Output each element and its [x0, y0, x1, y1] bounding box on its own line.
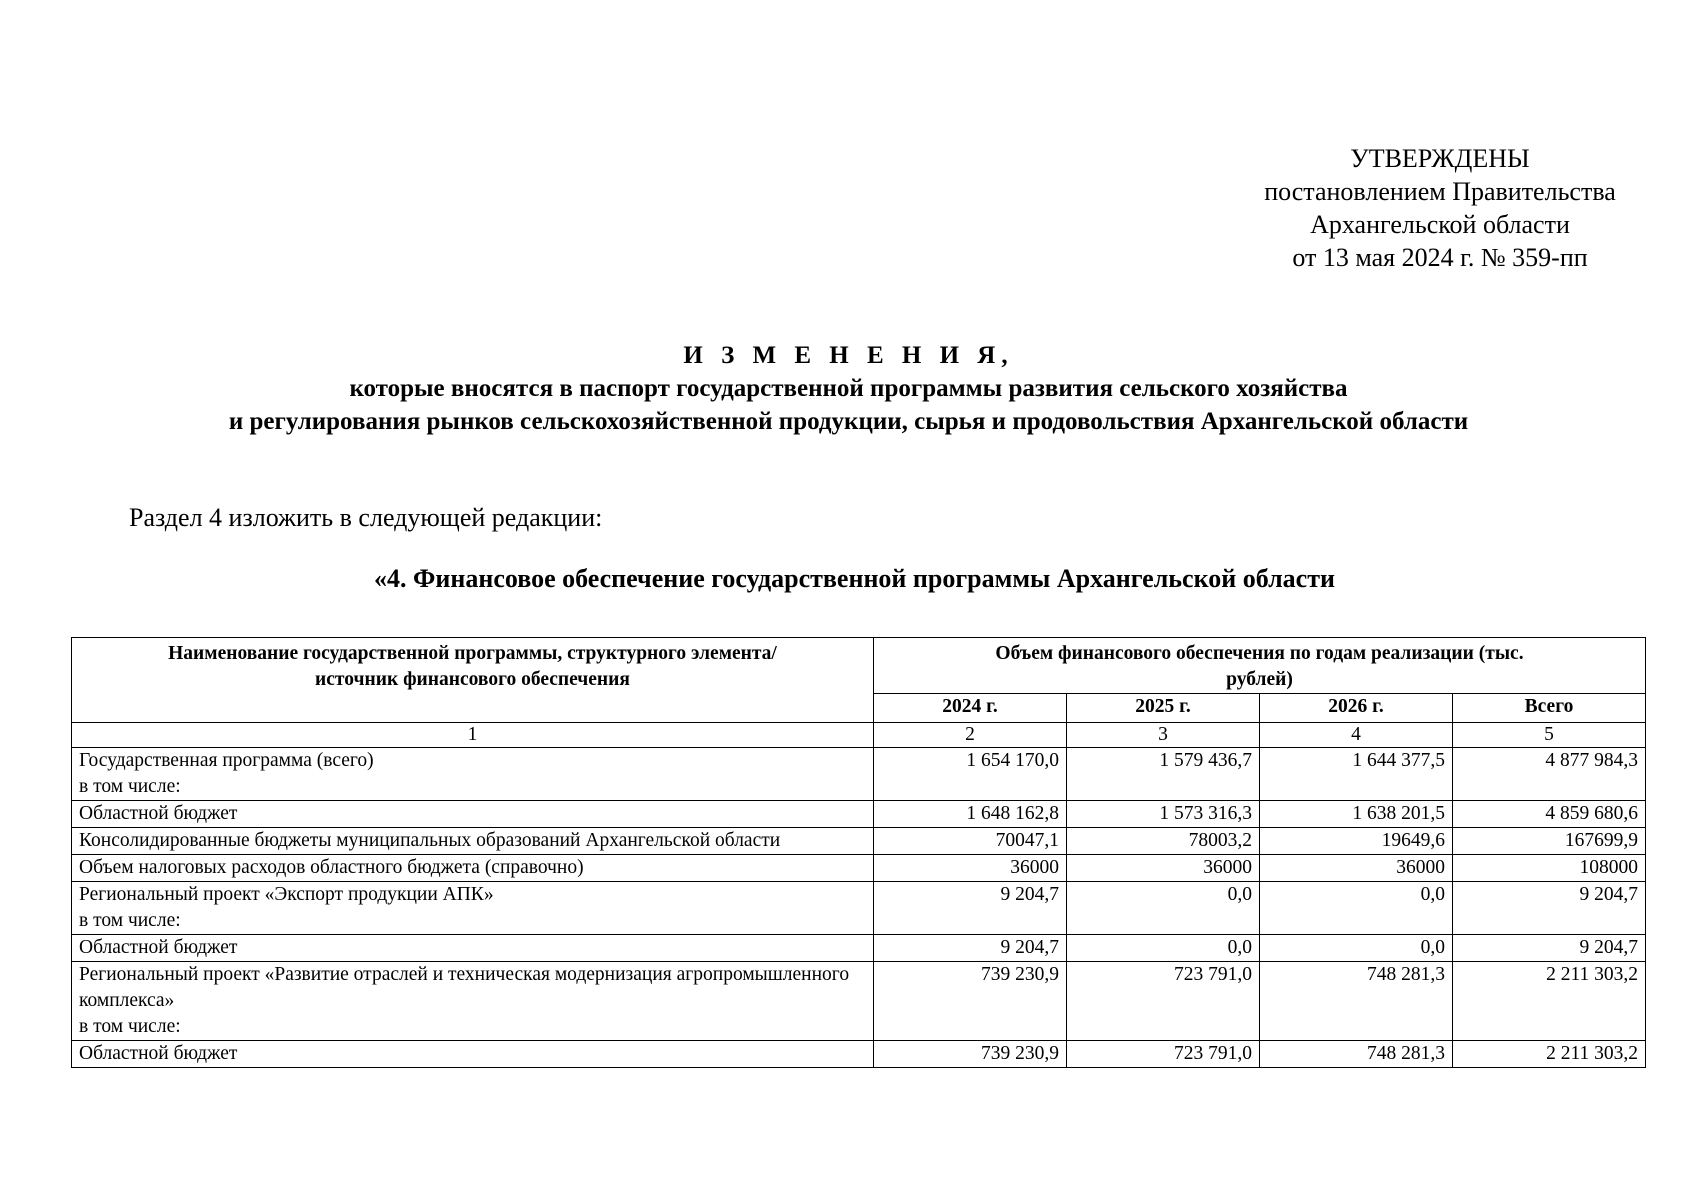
row-value-cell: 739 230,9: [874, 962, 1067, 1041]
row-value-cell: 1 573 316,3: [1067, 801, 1260, 828]
row-value-cell: 36000: [1260, 855, 1453, 882]
row-value-cell: 9 204,7: [1453, 882, 1646, 935]
row-value-cell: 748 281,3: [1260, 962, 1453, 1041]
row-value-cell: 1 644 377,5: [1260, 748, 1453, 801]
table-row: [72, 935, 1646, 962]
approval-line-1: УТВЕРЖДЕНЫ: [1350, 144, 1530, 173]
row-value-cell: 9 204,7: [874, 935, 1067, 962]
title-line-3: и регулирования рынков сельскохозяйственной продукции, сырья и продовольствия Архангельской области: [228, 408, 1469, 435]
row-value-cell: 9 204,7: [1453, 935, 1646, 962]
row-value-cell: 0,0: [1260, 935, 1453, 962]
row-value-cell: 167699,9: [1453, 828, 1646, 855]
table-row: [72, 801, 1646, 828]
row-name-cell: Объем налоговых расходов областного бюджета (справочно): [72, 855, 874, 882]
header-year-2024: 2024 г.: [874, 694, 1067, 723]
table-row: [72, 882, 1646, 935]
row-name-cell: Областной бюджет: [72, 801, 874, 828]
header-total: Всего: [1453, 694, 1646, 723]
index-cell: 2: [874, 723, 1067, 748]
row-name-cell: Областной бюджет: [72, 935, 874, 962]
row-value-cell: 748 281,3: [1260, 1041, 1453, 1068]
section-title: «4. Финансовое обеспечение государственной программы Архангельской области: [374, 564, 1335, 593]
row-value-cell: 108000: [1453, 855, 1646, 882]
row-value-cell: 2 211 303,2: [1453, 962, 1646, 1041]
row-value-cell: 0,0: [1067, 882, 1260, 935]
table-row: [72, 962, 1646, 1041]
row-value-cell: 78003,2: [1067, 828, 1260, 855]
index-cell: 5: [1453, 723, 1646, 748]
row-value-cell: 1 648 162,8: [874, 801, 1067, 828]
approval-line-3: Архангельской области: [1310, 210, 1570, 239]
row-value-cell: 723 791,0: [1067, 962, 1260, 1041]
approval-stamp: [1220, 142, 1660, 274]
row-value-cell: 2 211 303,2: [1453, 1041, 1646, 1068]
index-row: [72, 723, 1646, 748]
row-value-cell: 723 791,0: [1067, 1041, 1260, 1068]
header-name-column: Наименование государственной программы, структурного элемента/ источник финансового обеспечения: [72, 638, 874, 723]
approval-line-4: от 13 мая 2024 г. № 359-пп: [1292, 243, 1588, 272]
row-name-cell: Региональный проект «Экспорт продукции АПК» в том числе:: [72, 882, 874, 935]
row-value-cell: 9 204,7: [874, 882, 1067, 935]
intro-text: Раздел 4 изложить в следующей редакции:: [129, 503, 603, 532]
header-year-2025: 2025 г.: [1067, 694, 1260, 723]
row-name-cell: Региональный проект «Развитие отраслей и техническая модернизация агропромышленного комплекса» в том числе:: [72, 962, 874, 1041]
row-value-cell: 70047,1: [874, 828, 1067, 855]
document-title: [0, 339, 1697, 438]
row-value-cell: 1 654 170,0: [874, 748, 1067, 801]
row-value-cell: 0,0: [1067, 935, 1260, 962]
title-heading: И З М Е Н Е Н И Я,: [683, 342, 1014, 369]
row-value-cell: 36000: [874, 855, 1067, 882]
approval-line-2: постановлением Правительства: [1264, 177, 1616, 206]
table-row: [72, 855, 1646, 882]
row-value-cell: 36000: [1067, 855, 1260, 882]
table-row: [72, 828, 1646, 855]
table-row: [72, 1041, 1646, 1068]
header-group-column: Объем финансового обеспечения по годам реализации (тыс. рублей): [874, 638, 1646, 694]
table-row: [72, 748, 1646, 801]
row-value-cell: 1 638 201,5: [1260, 801, 1453, 828]
row-value-cell: 4 859 680,6: [1453, 801, 1646, 828]
index-cell: 1: [72, 723, 874, 748]
index-cell: 4: [1260, 723, 1453, 748]
row-value-cell: 4 877 984,3: [1453, 748, 1646, 801]
index-cell: 3: [1067, 723, 1260, 748]
row-name-cell: Государственная программа (всего) в том числе:: [72, 748, 874, 801]
row-value-cell: 1 579 436,7: [1067, 748, 1260, 801]
row-value-cell: 739 230,9: [874, 1041, 1067, 1068]
row-name-cell: Консолидированные бюджеты муниципальных образований Архангельской области: [72, 828, 874, 855]
header-year-2026: 2026 г.: [1260, 694, 1453, 723]
row-name-cell: Областной бюджет: [72, 1041, 874, 1068]
financing-table: [71, 637, 1646, 1068]
row-value-cell: 19649,6: [1260, 828, 1453, 855]
row-value-cell: 0,0: [1260, 882, 1453, 935]
title-line-2: которые вносятся в паспорт государственной программы развития сельского хозяйства: [349, 375, 1348, 402]
